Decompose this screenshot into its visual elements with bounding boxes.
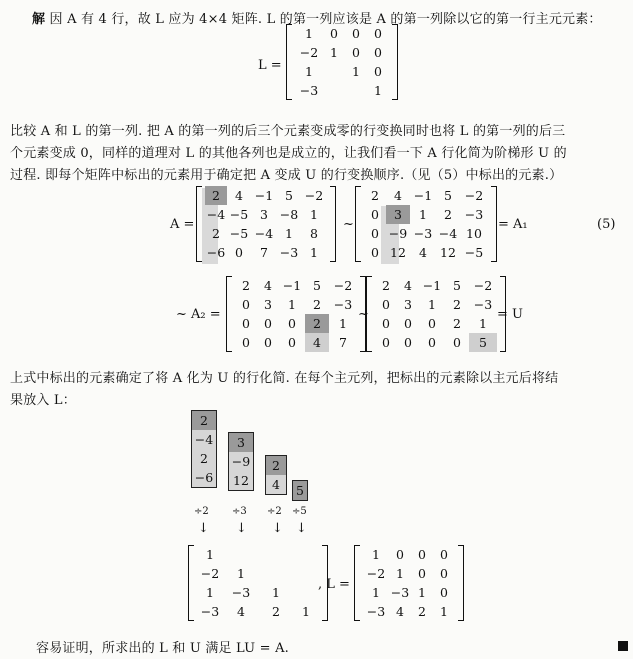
matrix-cell: −3 (231, 585, 251, 600)
matrix-cell: 4 (237, 604, 245, 619)
matrix-cell: 2 (453, 297, 461, 312)
matrix-cell (293, 545, 319, 564)
matrix-cell: 0 (382, 335, 390, 350)
matrix-cell: 0 (371, 207, 379, 222)
matrix-cell: 1 (206, 547, 214, 562)
matrix-cell (293, 564, 319, 583)
arrow-down-icon-2: ↓ (236, 521, 247, 536)
matrix-cell: 12 (440, 245, 456, 260)
matrix-cell: −1 (413, 188, 433, 203)
matrix-cell: 0 (264, 316, 272, 331)
A2-label: ~ A₂ = (176, 307, 221, 322)
matrix-cell: −2 (200, 566, 220, 581)
matrix-cell: 2 (272, 604, 280, 619)
matrix-cell: 2 (242, 278, 250, 293)
matrix-cell: −3 (464, 207, 484, 222)
matrix-cell: 2 (444, 207, 452, 222)
matrix-cell: 0 (371, 245, 379, 260)
arrow-down-icon-4: ↓ (296, 521, 307, 536)
matrix-cell: 0 (440, 585, 448, 600)
matrix-cell: 1 (374, 83, 382, 98)
matrix-cell: 1 (272, 585, 280, 600)
matrix-cell: 1 (418, 585, 426, 600)
L-first-label: L = (258, 58, 282, 73)
matrix-cell: −2 (473, 278, 493, 293)
matrix-cell: 0 (288, 316, 296, 331)
matrix-cell: 0 (418, 566, 426, 581)
matrix-cell: 1 (330, 45, 338, 60)
para1-line1: 比较 A 和 L 的第一列. 把 A 的第一列的后三个元素变成零的行变换同时也将 L 的第一列的后三 (10, 124, 566, 139)
matrix-cell: 0 (330, 26, 338, 41)
matrix-cell: −2 (304, 188, 324, 203)
matrix-cell: 4 (394, 188, 402, 203)
matrix-cell: 5 (469, 333, 497, 352)
matrix-cell: 2 (371, 188, 379, 203)
divisor-3: ÷2 (267, 506, 282, 517)
matrix-cell: 7 (260, 245, 268, 260)
matrix-cell: 0 (374, 45, 382, 60)
intro-text: 因 A 有 4 行，故 L 应为 4×4 矩阵. L 的第一列应该是 A 的第一列除以它的第一行主元元素： (49, 12, 602, 27)
matrix-cell: 2 (382, 278, 390, 293)
matrix-cell: 0 (396, 547, 404, 562)
pivot-column-2 (228, 432, 254, 491)
matrix-cell: 0 (288, 335, 296, 350)
matrix-cell (323, 62, 345, 81)
para2-line1: 上式中标出的元素确定了将 A 化为 U 的行化简. 在每个主元列，把标出的元素除以主元后将结 (10, 371, 559, 386)
para1-line2: 个元素变成 0，同样的道理对 L 的其他各列也是成立的，让我们看一下 A 行化简为阶梯形 U 的 (10, 146, 567, 161)
matrix-cell: −3 (333, 297, 353, 312)
para1-line3: 过程. 即每个矩阵中标出的元素用于确定把 A 变成 U 的行变换顺序.（见（5）中标出的元素.） (10, 168, 563, 183)
pivot-cell: 12 (229, 471, 253, 490)
matrix-cell: 2 (453, 316, 461, 331)
matrix-cell: −4 (206, 207, 226, 222)
pivot-cell: −6 (192, 468, 216, 487)
matrix-cell: −4 (254, 226, 274, 241)
A1-label: = A₁ (498, 217, 528, 232)
matrix-cell: −3 (413, 226, 433, 241)
L-first-matrix (286, 24, 398, 100)
matrix-cell: −2 (333, 278, 353, 293)
matrix-cell (293, 583, 319, 602)
matrix-cell: 4 (404, 278, 412, 293)
matrix-cell (259, 564, 293, 583)
matrix-cell: 0 (404, 335, 412, 350)
pivot-cell: 4 (266, 475, 286, 494)
matrix-cell: 1 (206, 585, 214, 600)
matrix-cell: 5 (444, 188, 452, 203)
pivot-cell: 2 (192, 449, 216, 468)
matrix-cell: 5 (285, 188, 293, 203)
matrix-cell: 0 (374, 64, 382, 79)
U-label: = U (497, 307, 523, 322)
L-final-matrix (354, 545, 464, 621)
matrix-cell: 4 (264, 278, 272, 293)
matrix-cell: 2 (212, 226, 220, 241)
pivot-cell: −9 (229, 452, 253, 471)
pivot-column-3 (265, 455, 287, 495)
matrix-cell: −2 (366, 566, 386, 581)
matrix-cell: 0 (242, 316, 250, 331)
matrix-cell: 5 (453, 278, 461, 293)
matrix-cell: −1 (422, 278, 442, 293)
L-partial-matrix (188, 545, 328, 621)
matrix-cell: 1 (310, 207, 318, 222)
matrix-cell (223, 545, 259, 564)
matrix-A2 (226, 276, 366, 352)
matrix-cell: 1 (372, 585, 380, 600)
matrix-cell: −6 (206, 245, 226, 260)
matrix-cell: 1 (352, 64, 360, 79)
matrix-cell: −2 (464, 188, 484, 203)
matrix-cell: 2 (305, 314, 329, 333)
matrix-cell: 3 (404, 297, 412, 312)
matrix-cell: 0 (242, 335, 250, 350)
matrix-cell: 0 (453, 335, 461, 350)
matrix-cell: 10 (466, 226, 482, 241)
matrix-cell: 3 (264, 297, 272, 312)
L-label: , L = (318, 577, 350, 592)
matrix-cell: −2 (299, 45, 319, 60)
pivot-cell: −4 (192, 430, 216, 449)
matrix-cell: 4 (419, 245, 427, 260)
matrix-A (196, 186, 336, 262)
matrix-cell: 5 (313, 278, 321, 293)
matrix-cell: 0 (264, 335, 272, 350)
pivot-cell: 2 (192, 411, 216, 430)
matrix-cell: 0 (371, 226, 379, 241)
matrix-cell: 1 (305, 64, 313, 79)
matrix-cell: −3 (279, 245, 299, 260)
para2-line2: 果放入 L： (10, 393, 76, 408)
matrix-cell: 0 (440, 566, 448, 581)
matrix-cell (323, 81, 345, 100)
matrix-cell: 1 (428, 297, 436, 312)
matrix-cell: 0 (352, 45, 360, 60)
matrix-cell: −5 (229, 207, 249, 222)
divisor-4: ÷5 (292, 506, 307, 517)
matrix-cell: 1 (419, 207, 427, 222)
matrix-cell: 2 (418, 604, 426, 619)
tilde-1: ~ (343, 217, 354, 232)
pivot-column-4 (292, 480, 308, 501)
matrix-cell: 2 (205, 186, 227, 205)
matrix-cell: 0 (235, 245, 243, 260)
pivot-cell: 2 (266, 456, 286, 475)
A-label: A = (170, 217, 195, 232)
matrix-cell (259, 545, 293, 564)
matrix-cell: 12 (390, 245, 406, 260)
matrix-cell: −3 (366, 604, 386, 619)
tilde-2: ~ (358, 307, 369, 322)
matrix-cell: 0 (428, 335, 436, 350)
matrix-U (366, 276, 506, 352)
solution-label: 解 (32, 12, 46, 27)
matrix-cell: 2 (313, 297, 321, 312)
matrix-cell: −1 (254, 188, 274, 203)
matrix-cell: 0 (242, 297, 250, 312)
matrix-cell: 1 (288, 297, 296, 312)
arrow-down-icon-3: ↓ (272, 521, 283, 536)
matrix-cell: 0 (428, 316, 436, 331)
end-of-proof-icon (618, 641, 628, 651)
matrix-cell: −5 (229, 226, 249, 241)
matrix-cell: 1 (440, 604, 448, 619)
matrix-cell: −3 (299, 83, 319, 98)
pivot-cell: 5 (293, 481, 307, 500)
matrix-cell: 1 (237, 566, 245, 581)
matrix-cell: 1 (479, 316, 487, 331)
matrix-cell (345, 81, 367, 100)
divisor-1: ÷2 (194, 506, 209, 517)
matrix-cell: −1 (282, 278, 302, 293)
matrix-cell: 1 (305, 26, 313, 41)
matrix-cell: 0 (440, 547, 448, 562)
matrix-cell: 0 (352, 26, 360, 41)
matrix-cell: 1 (396, 566, 404, 581)
matrix-cell: 0 (418, 547, 426, 562)
divisor-2: ÷3 (232, 506, 247, 517)
matrix-cell: −9 (388, 226, 408, 241)
matrix-cell: 4 (305, 333, 329, 352)
arrow-down-icon-1: ↓ (198, 521, 209, 536)
matrix-cell: 4 (235, 188, 243, 203)
pivot-cell: 3 (229, 433, 253, 452)
matrix-A1 (355, 186, 497, 262)
matrix-cell: 1 (285, 226, 293, 241)
matrix-cell: 1 (339, 316, 347, 331)
matrix-cell: 8 (310, 226, 318, 241)
pivot-column-1 (191, 410, 217, 488)
matrix-cell: −3 (200, 604, 220, 619)
matrix-cell: −8 (279, 207, 299, 222)
matrix-cell: 0 (382, 316, 390, 331)
matrix-cell: −3 (390, 585, 410, 600)
matrix-cell: 7 (339, 335, 347, 350)
matrix-cell: 1 (302, 604, 310, 619)
matrix-cell: 3 (386, 205, 410, 224)
matrix-cell: 1 (310, 245, 318, 260)
matrix-cell: 1 (372, 547, 380, 562)
matrix-cell: 4 (396, 604, 404, 619)
matrix-cell: 0 (382, 297, 390, 312)
matrix-cell: 0 (404, 316, 412, 331)
conclusion: 容易证明，所求出的 L 和 U 满足 LU = A. (36, 641, 290, 656)
matrix-cell: −5 (464, 245, 484, 260)
matrix-cell: 0 (374, 26, 382, 41)
equation-number: (5) (597, 217, 616, 232)
matrix-cell: 3 (260, 207, 268, 222)
matrix-cell: −3 (473, 297, 493, 312)
matrix-cell: −4 (438, 226, 458, 241)
